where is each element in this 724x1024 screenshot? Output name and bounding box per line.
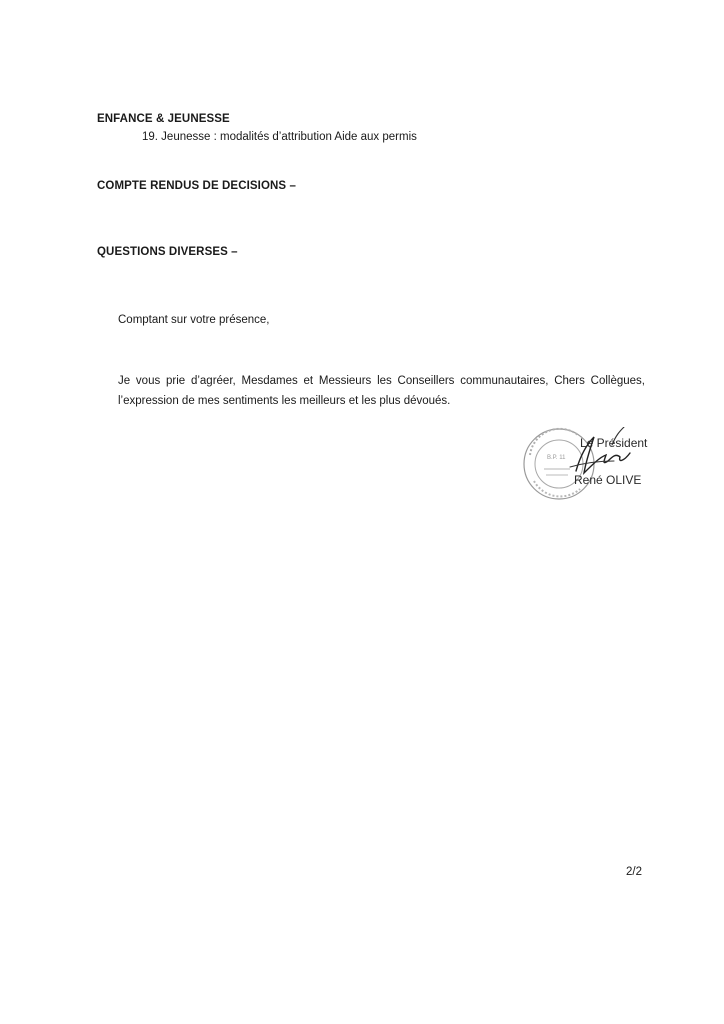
signature-block [520, 425, 650, 505]
agenda-item-19: 19. Jeunesse : modalités d’attribution Aide aux permis [142, 131, 417, 143]
stamp-label: B.P. 11 [547, 455, 566, 461]
closing-presence: Comptant sur votre présence, [118, 314, 270, 326]
section-heading-questions: QUESTIONS DIVERSES – [97, 246, 238, 258]
page-number: 2/2 [626, 866, 642, 878]
section-heading-compte-rendus: COMPTE RENDUS DE DECISIONS – [97, 180, 296, 192]
closing-courtesy-line1: Je vous prie d’agréer, Mesdames et Messieurs les Conseillers communautaires, Chers Collègues, [118, 375, 645, 387]
signatory-title: Le Président [580, 436, 648, 450]
section-heading-enfance: ENFANCE & JEUNESSE [97, 113, 230, 125]
signatory-name: René OLIVE [574, 473, 642, 487]
closing-courtesy-line2: l’expression de mes sentiments les meilleurs et les plus dévoués. [118, 395, 451, 407]
closing-courtesy [118, 371, 645, 411]
